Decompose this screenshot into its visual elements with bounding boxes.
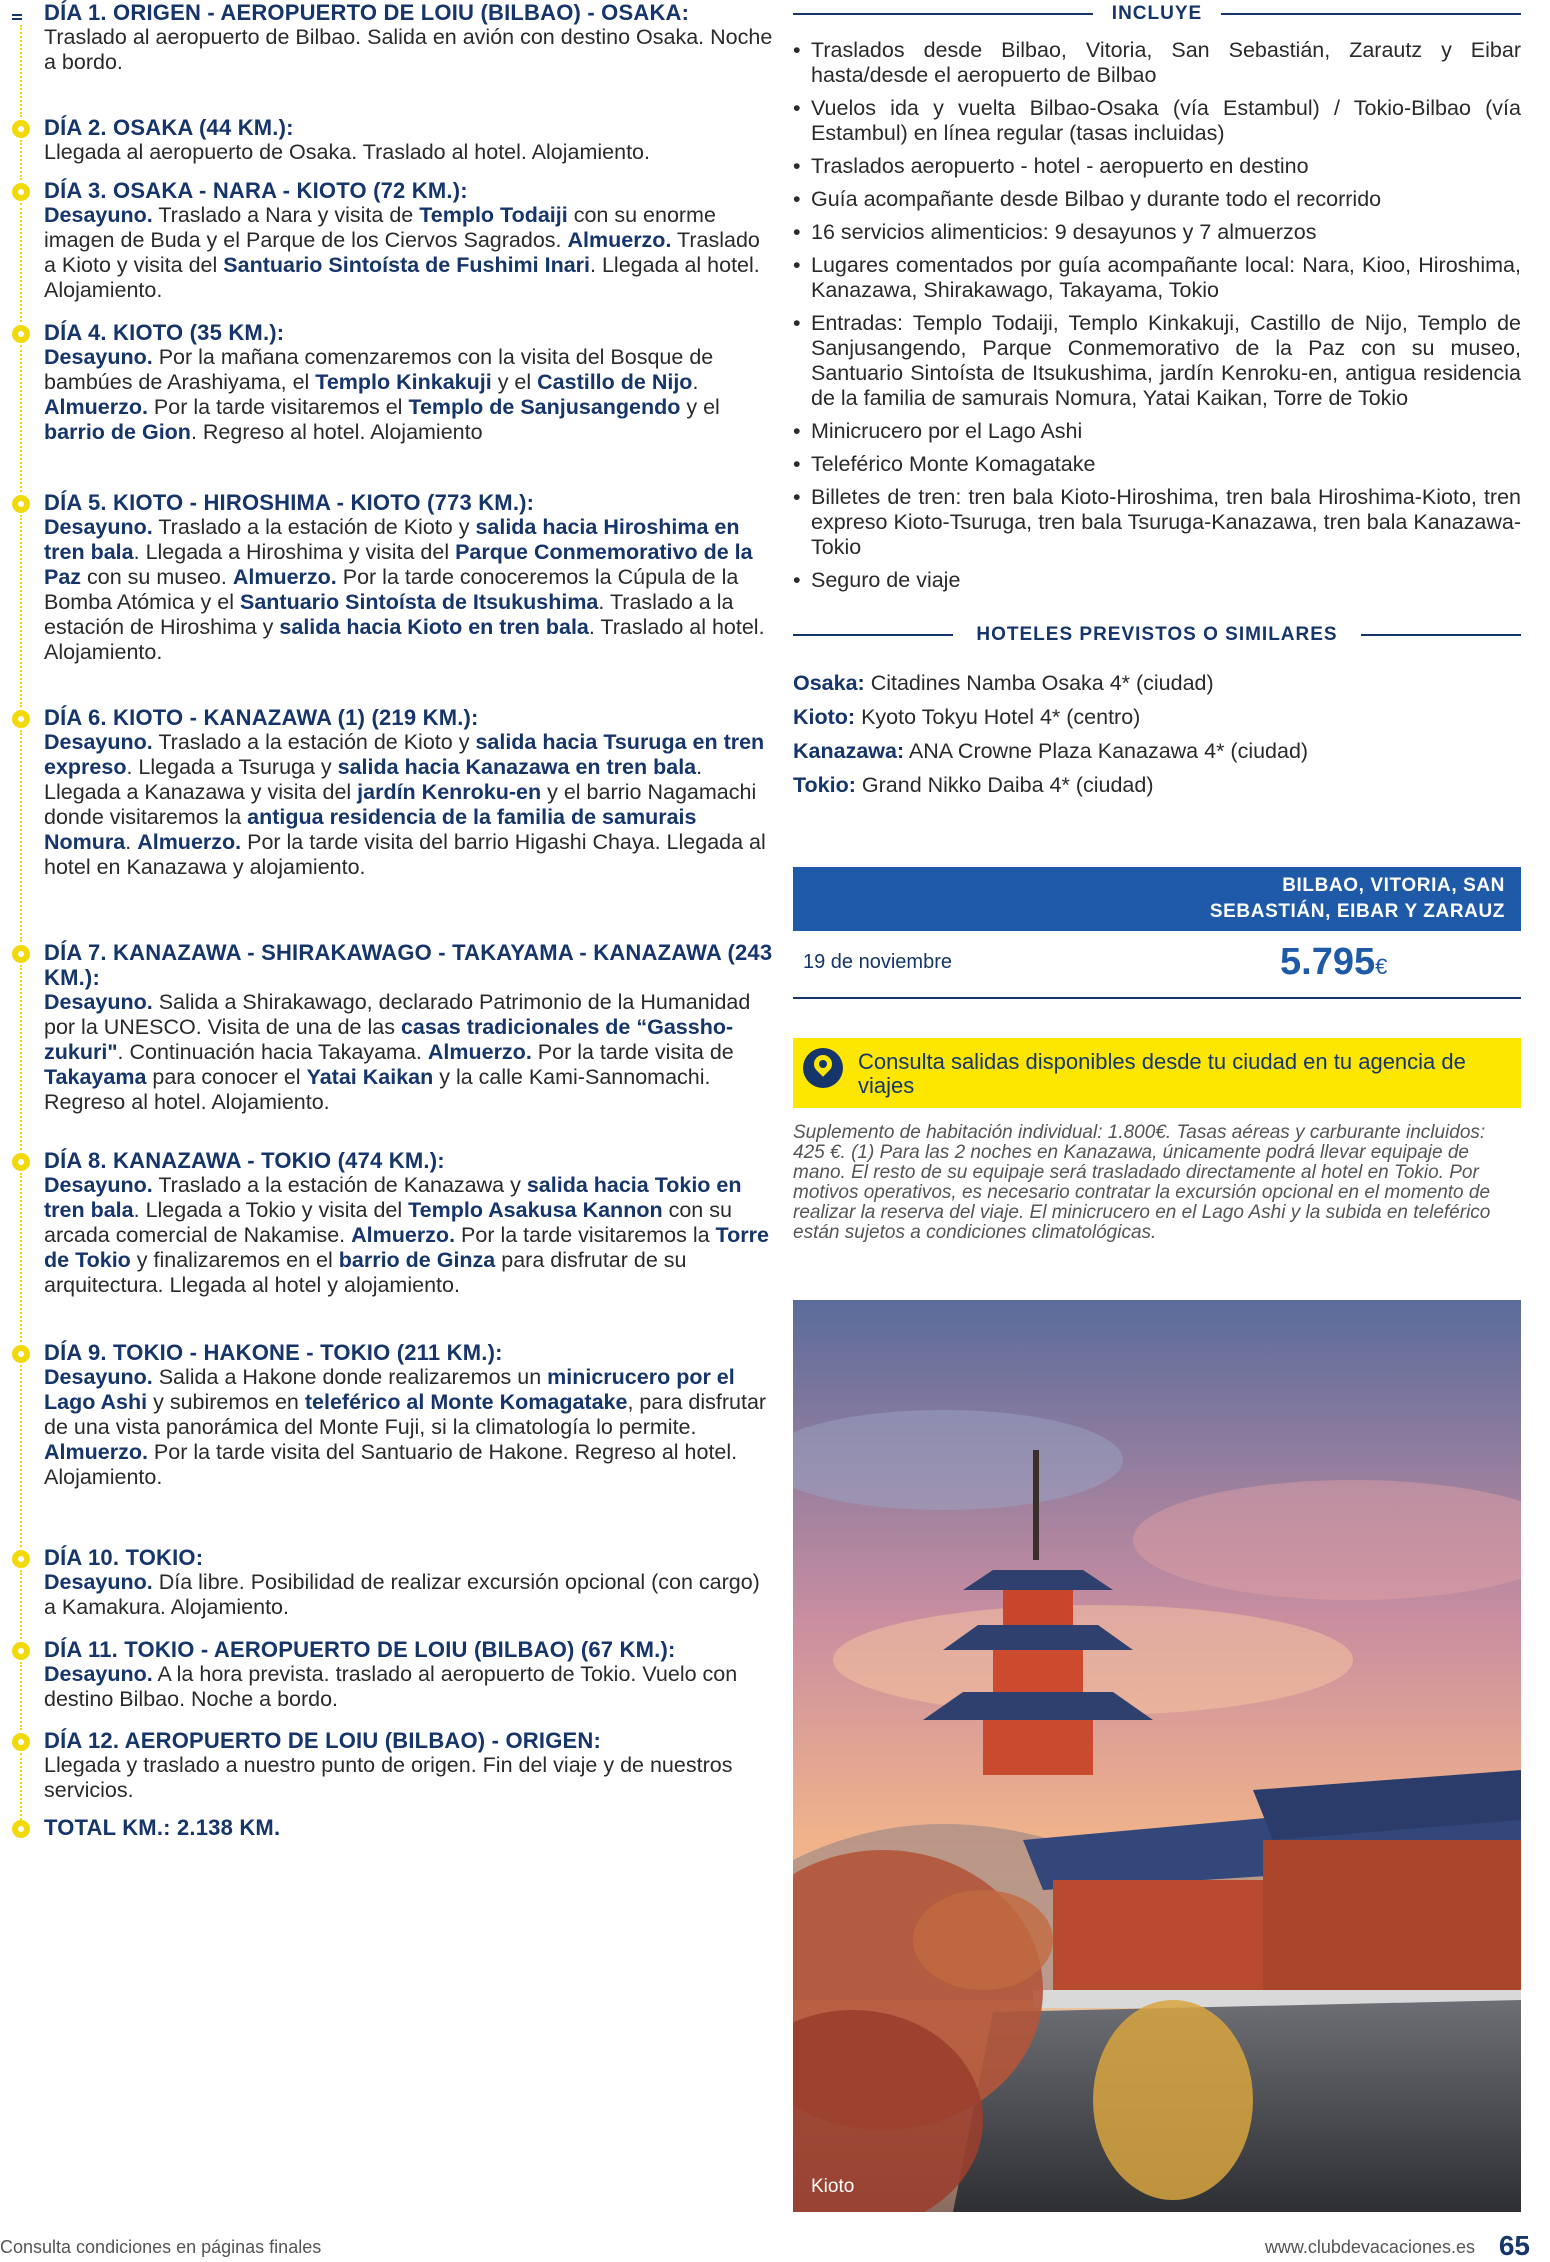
day-marker-icon	[12, 325, 30, 343]
itinerary-day	[12, 1340, 774, 1490]
day-title: DÍA 5. KIOTO - HIROSHIMA - KIOTO (773 KM.):	[44, 490, 535, 515]
day-title: DÍA 4. KIOTO (35 KM.):	[44, 320, 285, 345]
day-title: DÍA 9. TOKIO - HAKONE - TOKIO (211 KM.):	[44, 1340, 503, 1365]
photo-caption: Kioto	[811, 2176, 855, 2197]
itinerary-day	[12, 0, 774, 75]
incluye-item: • Entradas: Templo Todaiji, Templo Kinkakuji, Castillo de Nijo, Templo de Sanjusangendo, Parque Conmemorativo de la Paz con su museo, Santuario Sintoísta de Itsukushima, jardín Kenroku-en, antigua residencia de la familia de samurais Nomura, Yatai Kaikan, Torre de Tokio	[793, 311, 1521, 411]
timeline-connector	[20, 1753, 22, 1820]
currency: €	[1375, 954, 1388, 979]
info-column	[793, 0, 1521, 807]
itinerary-day	[12, 1545, 774, 1620]
day-marker-icon	[12, 1345, 30, 1363]
day-title: DÍA 3. OSAKA - NARA - KIOTO (72 KM.):	[44, 178, 468, 203]
timeline-connector	[20, 25, 22, 117]
day-marker-icon	[12, 1642, 30, 1660]
footer-conditions: Consulta condiciones en páginas finales	[0, 2237, 322, 2257]
timeline-connector	[20, 1570, 22, 1639]
footnote: Suplemento de habitación individual: 1.800€. Tasas aéreas y carburante incluidos: 425 €. (1) Para las 2 noches en Kanazawa, únicamente podrá llevar equipaje de mano. El resto de su equipaje será trasladado directamente al hotel en Tokio. Por motivos operativos, es necesario contratar la excursión opcional en el momento de realizar la reserva del viaje. El minicrucero en el Lago Ashi y la subida en teleférico están sujetos a condiciones climatológicas.	[793, 1122, 1491, 1243]
consulta-text: Consulta salidas disponibles desde tu ciudad en tu agencia de viajes	[858, 1049, 1466, 1098]
day-title: DÍA 11. TOKIO - AEROPUERTO DE LOIU (BILBAO) (67 KM.):	[44, 1637, 676, 1662]
incluye-item: • Teleférico Monte Komagatake	[793, 452, 1521, 477]
itinerary-day	[12, 1728, 774, 1803]
itinerary-day	[12, 320, 774, 445]
itinerary-day	[12, 1148, 774, 1298]
itinerary-day	[12, 115, 774, 165]
footer-url: www.clubdevacaciones.es	[1264, 2237, 1475, 2257]
day-title: DÍA 2. OSAKA (44 KM.):	[44, 115, 294, 140]
timeline-connector	[20, 730, 22, 942]
hotel-name: Kyoto Tokyu Hotel 4* (centro)	[861, 705, 1141, 729]
day-title: DÍA 1. ORIGEN - AEROPUERTO DE LOIU (BILBAO) - OSAKA:	[44, 0, 690, 25]
price-table	[793, 867, 1521, 999]
consulta-banner	[793, 1038, 1521, 1108]
incluye-item: • Seguro de viaje	[793, 568, 1521, 593]
day-title: DÍA 8. KANAZAWA - TOKIO (474 KM.):	[44, 1148, 445, 1173]
itinerary-day	[12, 1637, 774, 1712]
hotel-name: ANA Crowne Plaza Kanazawa 4* (ciudad)	[908, 739, 1309, 763]
price-amount: 5.795€	[1280, 941, 1388, 983]
itinerary-total	[12, 1815, 280, 1840]
timeline-connector	[20, 345, 22, 492]
timeline-connector	[20, 1173, 22, 1342]
incluye-heading: INCLUYE	[793, 0, 1521, 30]
hotel-name: Citadines Namba Osaka 4* (ciudad)	[870, 671, 1214, 695]
incluye-item: • Guía acompañante desde Bilbao y durante todo el recorrido	[793, 187, 1521, 212]
day-marker-icon	[12, 1550, 30, 1568]
hotel-entry	[793, 705, 1521, 730]
location-pin-icon	[803, 1048, 843, 1088]
timeline-connector	[20, 1662, 22, 1730]
day-title: DÍA 12. AEROPUERTO DE LOIU (BILBAO) - ORIGEN:	[44, 1728, 601, 1753]
hotel-city: Tokio:	[793, 773, 856, 797]
total-km: TOTAL KM.: 2.138 KM.	[44, 1815, 281, 1840]
hoteles-heading: HOTELES PREVISTOS O SIMILARES	[793, 621, 1521, 651]
kioto-photo	[793, 1300, 1521, 2212]
day-description: Llegada y traslado a nuestro punto de origen. Fin del viaje y de nuestros servicios.	[44, 1753, 733, 1802]
hoteles-list	[793, 671, 1521, 798]
price-header: BILBAO, VITORIA, SAN SEBASTIÁN, EIBAR Y ZARAUZ	[793, 867, 1521, 931]
itinerary-day	[12, 178, 774, 303]
day-description: Desayuno. Salida a Shirakawago, declarado Patrimonio de la Humanidad por la UNESCO. Visita de una de las casas tradicionales de “Gassho-zukuri". Continuación hacia Takayama. Almuerzo. Por la tarde visita de Takayama para conocer el Yatai Kaikan y la calle Kami-Sannomachi. Regreso al hotel. Alojamiento.	[44, 990, 751, 1114]
day-title: DÍA 10. TOKIO:	[44, 1545, 204, 1570]
hotel-entry	[793, 773, 1521, 798]
day-description: Desayuno. Traslado a la estación de Kioto y salida hacia Tsuruga en tren expreso. Llegada a Tsuruga y salida hacia Kanazawa en tren bala. Llegada a Kanazawa y visita del jardín Kenroku-en y el barrio Nagamachi donde visitaremos la antigua residencia de la familia de samurais Nomura. Almuerzo. Por la tarde visita del barrio Higashi Chaya. Llegada al hotel en Kanazawa y alojamiento.	[44, 730, 766, 879]
timeline-connector	[20, 203, 22, 322]
timeline-connector	[20, 965, 22, 1150]
incluye-item: • Traslados aeropuerto - hotel - aeropuerto en destino	[793, 154, 1521, 179]
day-marker-icon	[12, 945, 30, 963]
day-description: Desayuno. Día libre. Posibilidad de realizar excursión opcional (con cargo) a Kamakura. Alojamiento.	[44, 1570, 760, 1619]
hotel-city: Kioto:	[793, 705, 856, 729]
day-description: Desayuno. Traslado a Nara y visita de Templo Todaiji con su enorme imagen de Buda y el Parque de los Ciervos Sagrados. Almuerzo. Traslado a Kioto y visita del Santuario Sintoísta de Fushimi Inari. Llegada al hotel. Alojamiento.	[44, 203, 760, 302]
incluye-item: • Lugares comentados por guía acompañante local: Nara, Kioo, Hiroshima, Kanazawa, Shirakawago, Takayama, Tokio	[793, 253, 1521, 303]
itinerary-day	[12, 490, 774, 665]
day-description: Desayuno. Traslado a la estación de Kioto y salida hacia Hiroshima en tren bala. Llegada a Hiroshima y visita del Parque Conmemorativo de la Paz con su museo. Almuerzo. Por la tarde conoceremos la Cúpula de la Bomba Atómica y el Santuario Sintoísta de Itsukushima. Traslado a la estación de Hiroshima y salida hacia Kioto en tren bala. Traslado al hotel. Alojamiento.	[44, 515, 765, 664]
day-title: DÍA 6. KIOTO - KANAZAWA (1) (219 KM.):	[44, 705, 479, 730]
hotel-city: Osaka:	[793, 671, 865, 695]
departure-date: 19 de noviembre	[803, 951, 952, 973]
timeline-connector	[20, 515, 22, 707]
itinerary-day	[12, 705, 774, 880]
incluye-item: • Minicrucero por el Lago Ashi	[793, 419, 1521, 444]
day-marker-icon	[12, 710, 30, 728]
day-marker-icon	[12, 495, 30, 513]
day-marker-icon	[12, 1733, 30, 1751]
itinerary-day	[12, 940, 774, 1115]
day-marker-icon	[12, 1820, 30, 1838]
day-description: Traslado al aeropuerto de Bilbao. Salida en avión con destino Osaka. Noche a bordo.	[44, 25, 773, 74]
timeline-connector	[20, 140, 22, 180]
incluye-list	[793, 38, 1521, 593]
hotel-entry	[793, 739, 1521, 764]
timeline-connector	[20, 1365, 22, 1547]
day-description: Desayuno. A la hora prevista. traslado al aeropuerto de Tokio. Vuelo con destino Bilbao. Noche a bordo.	[44, 1662, 738, 1711]
incluye-item: • Billetes de tren: tren bala Kioto-Hiroshima, tren bala Hiroshima-Kioto, tren expreso Kioto-Tsuruga, tren bala Tsuruga-Kanazawa, tren bala Kanazawa-Tokio	[793, 485, 1521, 560]
day-description: Desayuno. Traslado a la estación de Kanazawa y salida hacia Tokio en tren bala. Llegada a Tokio y visita del Templo Asakusa Kannon con su arcada comercial de Nakamise. Almuerzo. Por la tarde visitaremos la Torre de Tokio y finalizaremos en el barrio de Ginza para disfrutar de su arquitectura. Llegada al hotel y alojamiento.	[44, 1173, 769, 1297]
day-title: DÍA 7. KANAZAWA - SHIRAKAWAGO - TAKAYAMA - KANAZAWA (243 KM.):	[44, 940, 773, 990]
day-description: Desayuno. Salida a Hakone donde realizaremos un minicrucero por el Lago Ashi y subiremos en teleférico al Monte Komagatake, para disfrutar de una vista panorámica del Monte Fuji, si la climatología lo permite. Almuerzo. Por la tarde visita del Santuario de Hakone. Regreso al hotel. Alojamiento.	[44, 1365, 767, 1489]
day-marker-icon	[12, 183, 30, 201]
day-marker-icon	[12, 1153, 30, 1171]
incluye-item: • Vuelos ida y vuelta Bilbao-Osaka (vía Estambul) / Tokio-Bilbao (vía Estambul) en línea regular (tasas incluidas)	[793, 96, 1521, 146]
incluye-item: • Traslados desde Bilbao, Vitoria, San Sebastián, Zarautz y Eibar hasta/desde el aeropuerto de Bilbao	[793, 38, 1521, 88]
price-row	[793, 931, 1521, 999]
hotel-entry	[793, 671, 1521, 696]
day-description: Desayuno. Por la mañana comenzaremos con la visita del Bosque de bambúes de Arashiyama, el Templo Kinkakuji y el Castillo de Nijo. Almuerzo. Por la tarde visitaremos el Templo de Sanjusangendo y el barrio de Gion. Regreso al hotel. Alojamiento	[44, 345, 720, 444]
hotel-name: Grand Nikko Daiba 4* (ciudad)	[861, 773, 1154, 797]
hotel-city: Kanazawa:	[793, 739, 905, 763]
incluye-item: • 16 servicios alimenticios: 9 desayunos y 7 almuerzos	[793, 220, 1521, 245]
page-number: 65	[1498, 2230, 1530, 2261]
day-marker-icon	[12, 120, 30, 138]
day-description: Llegada al aeropuerto de Osaka. Traslado al hotel. Alojamiento.	[44, 140, 650, 164]
